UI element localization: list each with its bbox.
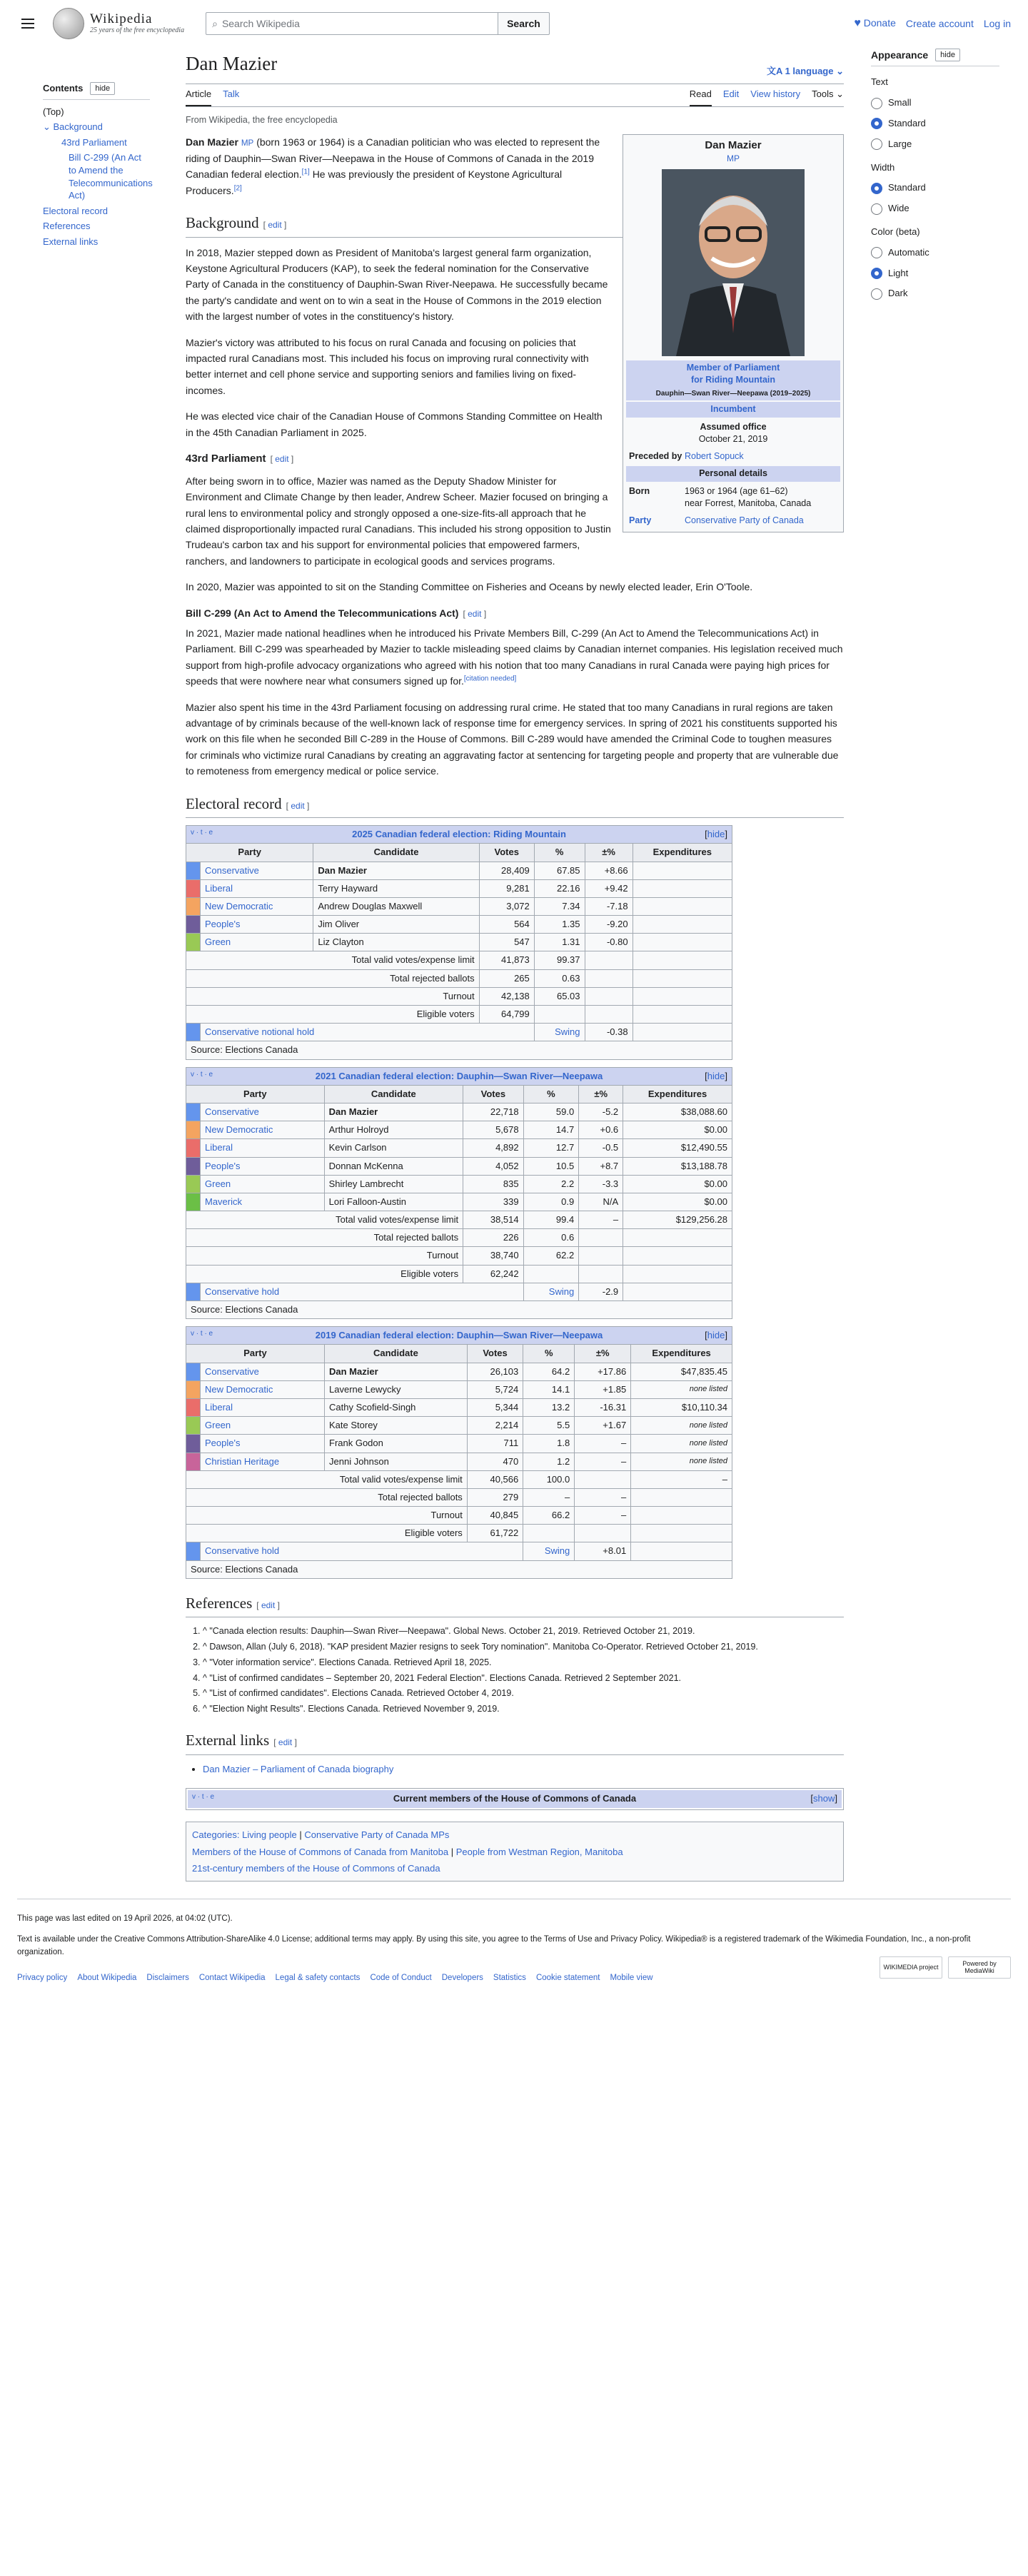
table-row: [186, 897, 732, 915]
candidate-name: Jim Oliver: [313, 916, 479, 934]
toc-hide-button[interactable]: hide: [90, 82, 115, 95]
tab-article[interactable]: Article: [186, 87, 211, 106]
party-link[interactable]: People's: [205, 1160, 241, 1171]
party-link[interactable]: New Democratic: [205, 1383, 273, 1395]
parl43-p1: After being sworn in to office, Mazier was named as the Deputy Shadow Minister for Environment and Climate Change by then leader, Andrew Scheer. Mazier focused on bringing a rural lens to environmental policy and strongly opposed a one-size-fits-all approach that he claimed disproportionally impacted rural Canadians. This included his strong opposition to Justin Trudeau's carbon tax and his support for environmental policies that empowered farmers, ranchers, and landowners to participate in ecological goods and services programs.: [186, 475, 611, 567]
vte-links[interactable]: v · t · e: [191, 1070, 213, 1079]
footer-link[interactable]: Disclaimers: [146, 1974, 189, 1983]
party-link[interactable]: New Democratic: [205, 900, 273, 911]
change-cell: -0.80: [585, 934, 633, 951]
reference-item: 2. ^ Dawson, Allan (July 6, 2018). "KAP president Mazier resigns to seek Tory nomination". Manitoba Co-Operator. Retrieved October 21, 2019.: [203, 1640, 844, 1654]
color-dark-radio[interactable]: Dark: [871, 286, 999, 301]
party-color-swatch: [186, 934, 201, 951]
appearance-title: Appearance: [871, 49, 929, 61]
change-cell: –: [575, 1435, 631, 1453]
party-link[interactable]: Green: [205, 1420, 231, 1431]
party-link[interactable]: Liberal: [205, 1142, 233, 1153]
from-wikipedia: From Wikipedia, the free encyclopedia: [186, 115, 338, 126]
color-automatic-radio[interactable]: Automatic: [871, 246, 999, 261]
percent-cell: 1.2: [523, 1453, 575, 1470]
expenditure-cell: $38,088.60: [623, 1103, 732, 1121]
candidate-name: Laverne Lewycky: [325, 1380, 468, 1398]
footer-link[interactable]: Contact Wikipedia: [198, 1974, 266, 1983]
party-color-swatch: [186, 1453, 201, 1470]
votes-cell: 4,892: [463, 1139, 524, 1157]
election-title: v · t · e 2019 Canadian federal election: Dauphin—Swan River—Neepawa [hide]: [186, 1327, 732, 1345]
hold-row: Conservative hold Swing +8.01: [186, 1542, 732, 1560]
search-input[interactable]: ⌕ Search Wikipedia: [206, 12, 498, 35]
edit-electoral-link[interactable]: edit: [291, 800, 305, 811]
votes-cell: 470: [467, 1453, 523, 1470]
party-link[interactable]: Conservative: [205, 1106, 259, 1117]
party-color-swatch: [186, 1435, 201, 1453]
percent-cell: 2.2: [523, 1175, 579, 1193]
percent-cell: 1.35: [534, 916, 585, 934]
percent-cell: 14.7: [523, 1121, 579, 1139]
expenditure-cell: none listed: [631, 1453, 732, 1470]
infobox-personal-header: Personal details: [626, 466, 840, 482]
table-row: [186, 1417, 732, 1435]
party-link[interactable]: Green: [205, 1178, 231, 1189]
votes-cell: 5,724: [467, 1380, 523, 1398]
heart-icon: ♥: [854, 17, 861, 29]
toc-item-top[interactable]: (Top): [43, 106, 64, 117]
search-button[interactable]: Search: [498, 12, 550, 35]
election-title: v · t · e 2025 Canadian federal election: Riding Mountain [hide]: [186, 826, 732, 844]
donate-link[interactable]: ♥ Donate: [854, 17, 896, 29]
table-row: [186, 1157, 732, 1175]
party-link[interactable]: People's: [205, 1438, 241, 1449]
footer-link[interactable]: Cookie statement: [535, 1974, 600, 1983]
globe-icon: [53, 8, 84, 39]
percent-cell: 64.2: [523, 1363, 575, 1380]
table-row: [186, 862, 732, 879]
table-header-row: Party Candidate Votes % ±% Expenditures: [186, 1345, 732, 1363]
totals-row: Turnout 42,138 65.03: [186, 987, 732, 1005]
change-cell: +1.67: [575, 1417, 631, 1435]
party-color-swatch: [186, 1398, 201, 1416]
party-link[interactable]: Green: [205, 936, 231, 948]
page-title: Dan Mazier: [186, 53, 278, 74]
candidate-name: Kevin Carlson: [324, 1139, 463, 1157]
main-menu-button[interactable]: [17, 13, 39, 34]
change-cell: +17.86: [575, 1363, 631, 1380]
footer-link[interactable]: Privacy policy: [17, 1974, 68, 1983]
infobox-born-value: 1963 or 1964 (age 61–62) near Forrest, Manitoba, Canada: [685, 485, 812, 509]
votes-cell: 2,214: [467, 1417, 523, 1435]
votes-cell: 9,281: [479, 879, 534, 897]
votes-cell: 711: [467, 1435, 523, 1453]
category-link[interactable]: Living people: [242, 1829, 297, 1841]
party-color-swatch: [186, 897, 201, 915]
footer-link[interactable]: Code of Conduct: [370, 1974, 432, 1983]
expenditure-cell: $10,110.34: [631, 1398, 732, 1416]
hold-link[interactable]: Conservative hold: [205, 1545, 280, 1557]
width-wide-radio[interactable]: Wide: [871, 201, 999, 216]
category-link[interactable]: Conservative Party of Canada MPs: [304, 1829, 450, 1841]
background-p1: In 2018, Mazier stepped down as President of Manitoba's largest general farm organization, Keystone Agricultural Producers (KAP), to seek the federal nomination for the Conservative Party of Canada in the constituency of Dauphin-Swan River-Neepawa. He successfully became the party's candidate and went on to win a seat in the House of Commons in the 2019 election with the largest number of votes in the constituency's history.: [186, 246, 608, 323]
party-link[interactable]: New Democratic: [205, 1124, 273, 1136]
percent-cell: 67.85: [534, 862, 585, 879]
portrait-photo: [662, 169, 805, 356]
infobox-party-link[interactable]: Conservative Party of Canada: [685, 515, 804, 525]
totals-row: Total valid votes/expense limit 40,566 100.0 –: [186, 1470, 732, 1488]
infobox-assumed-value: October 21, 2019: [698, 434, 768, 445]
parl43-heading: 43rd Parliament: [186, 452, 266, 465]
expenditure-cell: $0.00: [623, 1193, 732, 1211]
table-of-contents: [43, 81, 153, 1882]
width-standard-radio[interactable]: Standard: [871, 181, 999, 196]
change-cell: -5.2: [579, 1103, 623, 1121]
swing-link[interactable]: Swing: [548, 1286, 575, 1297]
infobox-preceded-label: Preceded by: [629, 450, 682, 461]
swing-link[interactable]: Swing: [544, 1545, 570, 1557]
candidate-name: Dan Mazier: [325, 1363, 468, 1380]
tab-read[interactable]: Read: [690, 87, 712, 106]
election-title: v · t · e 2021 Canadian federal election: Dauphin—Swan River—Neepawa [hide]: [186, 1067, 732, 1085]
party-color-swatch: [186, 1363, 201, 1380]
expenditure-cell: $0.00: [623, 1121, 732, 1139]
change-cell: +9.42: [585, 879, 633, 897]
party-color-swatch: [186, 862, 201, 879]
toc-item-bill[interactable]: Bill C-299 (An Act to Amend the Telecommunications Act): [69, 152, 153, 201]
change-cell: -16.31: [575, 1398, 631, 1416]
totals-row: Eligible voters 61,722: [186, 1525, 732, 1542]
appearance-hide-button[interactable]: hide: [935, 49, 960, 61]
width-label: Width: [871, 161, 895, 173]
candidate-name: Lori Falloon-Austin: [324, 1193, 463, 1211]
navbox: v · t · e Current members of the House of Commons of Canada [show]: [186, 1788, 844, 1810]
totals-row: Total rejected ballots 279 – –: [186, 1488, 732, 1506]
site-header: [0, 0, 1028, 47]
votes-cell: 4,052: [463, 1157, 524, 1175]
electoral-heading: Electoral record: [186, 794, 282, 812]
chevron-down-icon: ⌄: [43, 121, 54, 133]
party-color-swatch: [186, 1121, 201, 1139]
toc-item-external[interactable]: External links: [43, 236, 99, 247]
vte-links[interactable]: v · t · e: [191, 1330, 213, 1338]
candidate-name: Donnan McKenna: [324, 1157, 463, 1175]
expenditure-cell: [633, 916, 732, 934]
edit-parl43-link[interactable]: edit: [275, 453, 289, 464]
candidate-name: Shirley Lambrecht: [324, 1175, 463, 1193]
table-row: [186, 1435, 732, 1453]
infobox-party-label: Party: [629, 515, 652, 525]
percent-cell: 0.9: [523, 1193, 579, 1211]
votes-cell: 28,409: [479, 862, 534, 879]
totals-row: Eligible voters 64,799: [186, 1006, 732, 1024]
election-table: [186, 1067, 732, 1320]
source-line: Source: Elections Canada: [186, 1301, 732, 1319]
table-row: [186, 1103, 732, 1121]
background-heading: Background: [186, 214, 259, 232]
footer-link[interactable]: Developers: [441, 1974, 483, 1983]
party-color-swatch: [186, 879, 201, 897]
expenditure-cell: none listed: [631, 1435, 732, 1453]
source-line: Source: Elections Canada: [186, 1560, 732, 1578]
votes-cell: 26,103: [467, 1363, 523, 1380]
percent-cell: 12.7: [523, 1139, 579, 1157]
page-footer: [17, 1899, 1011, 1985]
percent-cell: 59.0: [523, 1103, 579, 1121]
percent-cell: 5.5: [523, 1417, 575, 1435]
search-icon: ⌕: [212, 17, 218, 29]
election-table: [186, 825, 732, 1059]
percent-cell: 22.16: [534, 879, 585, 897]
candidate-name: Terry Hayward: [313, 879, 479, 897]
candidate-name: Dan Mazier: [313, 862, 479, 879]
votes-cell: 3,072: [479, 897, 534, 915]
infobox-office-link[interactable]: Member of Parliament: [686, 362, 780, 373]
category-link[interactable]: Members of the House of Commons of Canada from Manitoba: [192, 1846, 449, 1857]
candidate-name: Liz Clayton: [313, 934, 479, 951]
percent-cell: 10.5: [523, 1157, 579, 1175]
toc-item-electoral[interactable]: Electoral record: [43, 205, 109, 216]
party-link[interactable]: Maverick: [205, 1196, 243, 1207]
expenditure-cell: [633, 879, 732, 897]
toc-item-references[interactable]: References: [43, 221, 91, 232]
change-cell: –: [575, 1453, 631, 1470]
party-color-swatch: [186, 916, 201, 934]
toc-item-43rd[interactable]: 43rd Parliament: [61, 136, 127, 148]
totals-row: Total rejected ballots 226 0.6: [186, 1229, 732, 1247]
candidate-name: Dan Mazier: [324, 1103, 463, 1121]
change-cell: +0.6: [579, 1121, 623, 1139]
infobox-born-label: Born: [629, 485, 650, 496]
party-link[interactable]: Christian Heritage: [205, 1455, 280, 1467]
wikimedia-badge[interactable]: WIKIMEDIA project: [880, 1956, 942, 1979]
text-small-radio[interactable]: Small: [871, 96, 999, 111]
change-cell: -7.18: [585, 897, 633, 915]
totals-row: Eligible voters 62,242: [186, 1265, 732, 1283]
totals-row: Total valid votes/expense limit 38,514 99.4 – $129,256.28: [186, 1211, 732, 1229]
reference-item: 6. ^ "Election Night Results". Elections Canada. Retrieved November 9, 2019.: [203, 1702, 844, 1716]
expenditure-cell: $12,490.55: [623, 1139, 732, 1157]
tab-tools[interactable]: Tools ⌄: [812, 89, 844, 100]
color-light-radio[interactable]: Light: [871, 266, 999, 281]
table-row: [186, 1175, 732, 1193]
table-row: [186, 1139, 732, 1157]
party-color-swatch: [186, 1139, 201, 1157]
change-cell: N/A: [579, 1193, 623, 1211]
hold-row: Conservative notional hold Swing -0.38: [186, 1024, 732, 1041]
votes-cell: 5,678: [463, 1121, 524, 1139]
references-heading: References: [186, 1594, 253, 1612]
table-hide-button[interactable]: hide: [707, 1070, 725, 1081]
bill-p2: Mazier also spent his time in the 43rd Parliament focusing on addressing rural crime. He stated that too many Canadians in rural regions are taken advantage of by criminals because of the well-known lack of response time for emergency services. In spring of 2021 his constituents supported his work on this file when he seconded Bill C-289 in the House of Commons. Bill C-289 would have amended the Criminal Code to toughen measures for criminals who victimize rural Canadians by creating an aggravating factor at sentencing for targeting people and property that are vulnerable due to remoteness from emergency medical or police service.: [186, 701, 839, 777]
background-p2: Mazier's victory was attributed to his focus on rural Canada and focusing on policies that impacted rural Canadians most. This included his focus on improving rural connectivity with better internet and cell phone service and supporting seniors and families living on fixed-incomes.: [186, 336, 589, 396]
hold-link[interactable]: Conservative hold: [205, 1286, 280, 1297]
candidate-name: Arthur Holroyd: [324, 1121, 463, 1139]
totals-row: Total valid votes/expense limit 41,873 99.37: [186, 951, 732, 969]
percent-cell: 7.34: [534, 897, 585, 915]
infobox-previous-riding: Dauphin—Swan River—Neepawa (2019–2025): [655, 389, 811, 398]
candidate-name: Frank Godon: [325, 1435, 468, 1453]
expenditure-cell: $47,835.45: [631, 1363, 732, 1380]
candidate-name: Cathy Scofield-Singh: [325, 1398, 468, 1416]
expenditure-cell: none listed: [631, 1380, 732, 1398]
hold-link[interactable]: Conservative notional hold: [205, 1026, 315, 1038]
change-cell: -3.3: [579, 1175, 623, 1193]
bill-heading: Bill C-299 (An Act to Amend the Telecommunications Act): [186, 607, 459, 619]
party-color-swatch: [186, 1380, 201, 1398]
infobox-mp-link[interactable]: MP: [727, 153, 740, 164]
tab-history[interactable]: View history: [750, 89, 801, 100]
text-standard-radio[interactable]: Standard: [871, 116, 999, 131]
votes-cell: 5,344: [467, 1398, 523, 1416]
change-cell: +8.7: [579, 1157, 623, 1175]
table-row: [186, 1398, 732, 1416]
table-header-row: Party Candidate Votes % ±% Expenditures: [186, 1085, 732, 1103]
candidate-name: Andrew Douglas Maxwell: [313, 897, 479, 915]
reference-item: 3. ^ "Voter information service". Elections Canada. Retrieved April 18, 2025.: [203, 1656, 844, 1670]
party-link[interactable]: Conservative: [205, 864, 259, 876]
edit-background-link[interactable]: edit: [268, 220, 282, 231]
totals-row: Turnout 40,845 66.2 –: [186, 1507, 732, 1525]
party-link[interactable]: Liberal: [205, 882, 233, 894]
infobox-riding-link[interactable]: for Riding Mountain: [690, 375, 776, 385]
mediawiki-badge[interactable]: Powered by MediaWiki: [948, 1956, 1011, 1979]
vte-links[interactable]: v · t · e: [191, 829, 213, 837]
percent-cell: 1.31: [534, 934, 585, 951]
color-label: Color (beta): [871, 226, 920, 237]
category-link[interactable]: People from Westman Region, Manitoba: [455, 1846, 623, 1857]
hold-row: Conservative hold Swing -2.9: [186, 1283, 732, 1300]
party-color-swatch: [186, 1157, 201, 1175]
party-link[interactable]: People's: [205, 919, 241, 930]
last-edited: This page was last edited on 19 April 2026, at 04:02 (UTC).: [17, 1914, 233, 1924]
background-p3: He was elected vice chair of the Canadian House of Commons Standing Committee on Health in the 45th Canadian Parliament in 2025.: [186, 410, 603, 438]
expenditure-cell: $13,188.78: [623, 1157, 732, 1175]
site-name: Wikipedia: [90, 11, 153, 26]
tab-talk[interactable]: Talk: [223, 89, 240, 100]
parliament-bio-link[interactable]: Dan Mazier – Parliament of Canada biography: [203, 1763, 394, 1774]
change-cell: +1.85: [575, 1380, 631, 1398]
votes-cell: 22,718: [463, 1103, 524, 1121]
table-row: [186, 1363, 732, 1380]
language-button[interactable]: 文A 1 language ⌄: [767, 66, 844, 77]
login-link[interactable]: Log in: [983, 17, 1011, 29]
expenditure-cell: [633, 934, 732, 951]
license-text: Text is available under the Creative Commons Attribution-ShareAlike 4.0 License; additional terms may apply. By using this site, you agree to the Terms of Use and Privacy Policy. Wikipedia® is a registered trademark of the Wikimedia Foundation, Inc., a non-profit organization.: [17, 1934, 971, 1957]
election-tables: [186, 825, 844, 1579]
create-account-link[interactable]: Create account: [905, 17, 974, 29]
table-row: [186, 879, 732, 897]
party-color-swatch: [186, 1417, 201, 1435]
categories-box: Categories: Living people | Conservative Party of Canada MPs Members of the House of Commons of Canada from Manitoba | People from Westman Region, Manitoba 21st-century members of the House of Commons of Canada: [186, 1822, 844, 1882]
party-link[interactable]: Conservative: [205, 1365, 259, 1377]
party-color-swatch: [186, 1103, 201, 1121]
infobox-assumed-label: Assumed office: [700, 421, 767, 432]
votes-cell: 835: [463, 1175, 524, 1193]
category-link[interactable]: 21st-century members of the House of Commons of Canada: [192, 1862, 440, 1874]
expenditure-cell: [633, 897, 732, 915]
table-row: [186, 1380, 732, 1398]
appearance-panel: [871, 47, 999, 1882]
citation-needed-link[interactable]: [citation needed]: [463, 675, 517, 683]
infobox: [623, 134, 844, 532]
navbox-show-button[interactable]: show: [813, 1793, 835, 1804]
toc-title: Contents: [43, 83, 84, 94]
infobox-preceded-link[interactable]: Robert Sopuck: [685, 450, 744, 461]
edit-external-link[interactable]: edit: [278, 1737, 293, 1747]
parl43-p2: In 2020, Mazier was appointed to sit on the Standing Committee on Fisheries and Oceans by newly elected leader, Erin O'Toole.: [186, 581, 753, 593]
expenditure-cell: none listed: [631, 1417, 732, 1435]
infobox-name: Dan Mazier: [705, 139, 762, 152]
percent-cell: 1.8: [523, 1435, 575, 1453]
footer-link[interactable]: Mobile view: [610, 1974, 653, 1983]
categories-label[interactable]: Categories:: [192, 1829, 240, 1841]
tab-edit[interactable]: Edit: [722, 89, 740, 100]
source-line: Source: Elections Canada: [186, 1041, 732, 1059]
change-cell: -9.20: [585, 916, 633, 934]
footer-link[interactable]: Statistics: [493, 1974, 526, 1983]
votes-cell: 547: [479, 934, 534, 951]
navbox-title: Current members of the House of Commons of Canada: [393, 1793, 637, 1804]
text-size-label: Text: [871, 76, 888, 88]
references-list: [186, 1625, 844, 1716]
swing-link[interactable]: Swing: [555, 1026, 580, 1038]
table-row: [186, 916, 732, 934]
wikipedia-logo[interactable]: [53, 8, 184, 39]
footer-link[interactable]: About Wikipedia: [77, 1974, 137, 1983]
totals-row: Turnout 38,740 62.2: [186, 1247, 732, 1265]
table-header-row: Party Candidate Votes % ±% Expenditures: [186, 844, 732, 862]
reference-item: 1. ^ "Canada election results: Dauphin—Swan River—Neepawa". Global News. October 21, 2019. Retrieved October 21, 2019.: [203, 1625, 844, 1638]
table-row: [186, 1193, 732, 1211]
expenditure-cell: $0.00: [623, 1175, 732, 1193]
percent-cell: 14.1: [523, 1380, 575, 1398]
percent-cell: 13.2: [523, 1398, 575, 1416]
candidate-name: Kate Storey: [325, 1417, 468, 1435]
table-hide-button[interactable]: hide: [707, 829, 725, 840]
table-hide-button[interactable]: hide: [707, 1330, 725, 1341]
search-form: [206, 12, 550, 35]
text-large-radio[interactable]: Large: [871, 137, 999, 152]
party-link[interactable]: Liberal: [205, 1401, 233, 1413]
footer-link[interactable]: Legal & safety contacts: [275, 1974, 361, 1983]
reference-item: 5. ^ "List of confirmed candidates". Elections Canada. Retrieved October 4, 2019.: [203, 1687, 844, 1700]
change-cell: +8.66: [585, 862, 633, 879]
candidate-name: Jenni Johnson: [325, 1453, 468, 1470]
votes-cell: 564: [479, 916, 534, 934]
infobox-incumbent: Incumbent: [626, 402, 840, 418]
navbox-vte[interactable]: v · t · e: [192, 1793, 215, 1802]
table-row: [186, 934, 732, 951]
table-row: [186, 1453, 732, 1470]
intro-paragraph: Dan Mazier MP (born 1963 or 1964) is a Canadian politician who was elected to represent the riding of Dauphin—Swan River—Neepawa in the House of Commons of Canada in the 2019 Canadian federal election.[1] He was previously the president of Keystone Agricultural Producers.[2]: [186, 136, 600, 196]
party-color-swatch: [186, 1193, 201, 1211]
edit-bill-link[interactable]: edit: [468, 608, 482, 619]
election-table: [186, 1326, 732, 1579]
toc-item-background[interactable]: ⌄ Background: [43, 121, 103, 133]
bill-p1: In 2021, Mazier made national headlines when he introduced his Private Members Bill, C-299 (An Act to Amend the Telecommunications Act) in Parliament. Bill C-299 was spearheaded by Mazier to tackle misleading speed claims by Canadian internet companies. His legislation received much support from high-profile advocacy organizations who agreed with his notion that too many Canadians in rural Canada were paying high prices for speeds that were nowhere near what consumers signed up for.[citation needed]: [186, 627, 843, 687]
votes-cell: 339: [463, 1193, 524, 1211]
main-content: Dan Mazier 文A 1 language ⌄ Article Talk Read Edit View history Tools ⌄ From Wikipedia, the free encyclopedia Dan Mazier MP Member of Parliament for Riding Mountain Dauphin—Swan River—Neepawa (2019–2025) Incumbent Assumed office October 21, 2019 Preceded by Robert Sopuck Personal details Born 1963 or 1964 (age 61–62) near Forrest, Manitoba, Canada Party Conservative Party of Canada Dan Mazier MP (born 1963 or 1964) is a Canadian politician who was elected to represent the riding of Dauphin—Swan River—Neepawa in the House of Commons of Canada in the 2019 Canadian federal election.[1] He was previously the president of Keystone Agricultural Producers.[2] Background [ edit ] In 2018, Mazier stepped down as President of Manitoba's largest general farm organization, Keystone Agricultural Producers (KAP), to seek the federal nomination for the Conservative Party of Canada in the constituency of Dauphin-Swan River-Neepawa. He successfully became the party's candidate and went on to win a seat in the House of Commons in the 2019 election with the largest number of votes in the constituency's history. Mazier's victory was attributed to his focus on rural Canada and focusing on policies that impacted rural Canadians most. This included his focus on improving rural connectivity with better internet and cell phone service and supporting seniors and families living on fixed-incomes. He was elected vice chair of the Canadian House of Commons Standing Committee on Health in the 45th Canadian Parliament in 2025. 43rd Parliament [ edit ] After being sworn in to office, Mazier was named as the Deputy Shadow Minister for Environment and Climate Change by then leader, Andrew Scheer. Mazier focused on bringing a rural lens to environmental policy and strongly opposed a one-size-fits-all approach that he claimed disproportionally impacted rural Canadians. This included his strong opposition to Justin Trudeau's carbon tax and his support for environmental policies that empowered farmers, ranchers, and landowners to participate in ecological goods and services programs. In 2020, Mazier was appointed to sit on the Standing Committee on Fisheries and Oceans by newly elected leader, Erin O'Toole. Bill C-299 (An Act to Amend the Telecommunications Act) [ edit ] In 2021, Mazier made national headlines when he introduced his Private Members Bill, C-299 (An Act to Amend the Telecommunications Act) in Parliament. Bill C-299 was spearheaded by Mazier to tackle misleading speed claims by Canadian internet companies. His legislation received much support from high-profile advocacy organizations who agreed with his notion that too many Canadians in rural Canada were paying high prices for speeds that were nowhere near what consumers signed up for.[citation needed] Mazier also spent his time in the 43rd Parliament focusing on addressing rural crime. He stated that too many Canadians in rural regions are taken advantage of by criminals because of the well-known lack of response time for emergency services. In spring of 2021 his constituents supported his work on this file when he seconded Bill C-289 in the House of Commons. Bill C-289 would have amended the Criminal Code to toughen measures for criminals who victimize rural Canadians by creating an aggravating factor at sentencing for targeting people and property that are vulnerable due to remoteness from emergency medical or police service. Electoral record [ edit ] v · t · e 2025 Canadian federal election: Riding Mountain [hide] Party Candidate Votes % ±% Expenditures Conservative Dan Mazier 28,409 67.85 +8.66 Liberal Terry Hayward 9,281 22.16 +9.42 New Democratic Andrew Douglas Maxwell 3,072 7.34 -7.18 People's Jim Oliver 564 1.35 -9.20 Green Liz Clayton 547 1.31 -0.80 Total valid votes/expense limit 41,873 99.37 Total rejected ballots 265 0.63 Turnout 42,138 65.03 Eligible voters 64,799 Conservative notional hold Swing -0.38 Source: Elections Canada v · t · e 2021 Canadian federal election: Dauphin—Swan River—Neepawa [hide] Party Candidate Votes % ±% Expenditures Conservative Dan Mazier 22,718 59.0 -5.2 $38,088.60 New Democratic Arthur Holroyd 5,678 14.7 +0.6 $0.00 Liberal Kevin Carlson 4,892 12.7 -0.5 $12,490.55 People's Donnan McKenna 4,052 10.5 +8.7 $13,188.78 Green Shirley Lambrecht 835 2.2 -3.3 $0.00 Maverick Lori Falloon-Austin 339 0.9 N/A $0.00 Total valid votes/expense limit 38,514 99.4 – $129,256.28 Total rejected ballots 226 0.6 Turnout 38,740 62.2 Eligible voters 62,242 Conservative hold Swing -2.9 Source: Elections Canada v · t · e 2019 Canadian federal election: Dauphin—Swan River—Neepawa [hide] Party Candidate Votes % ±% Expenditures Conservative Dan Mazier 26,103 64.2 +17.86 $47,835.45 New Democratic Laverne Lewycky 5,724 14.1 +1.85 none listed Liberal Cathy Scofield-Singh 5,344 13.2 -16.31 $10,110.34 Green Kate Storey 2,214 5.5 +1.67 none listed People's Frank Godon 711 1.8 – none listed Christian Heritage Jenni Johnson 470 1.2 – none listed Total valid votes/expense limit 40,566 100.0 – Total rejected ballots 279 – – Turnout 40,845 66.2 – Eligible voters 61,722 Conservative hold Swing +8.01 Source: Elections Canada References [ edit ] 1. ^ "Canada election results: Dauphin—Swan River—Neepawa". Global News. October 21, 2019. Retrieved October 21, 2019. 2. ^ Dawson, Allan (July 6, 2018). "KAP president Mazier resigns to seek Tory nomination". Manitoba Co-Operator. Retrieved October 21, 2019. 3. ^ "Voter information service". Elections Canada. Retrieved April 18, 2025. 4. ^ "List of confirmed candidates – September 20, 2021 Federal Election". Elections Canada. Retrieved 2 September 2021. 5. ^ "List of confirmed candidates". Elections Canada. Retrieved October 4, 2019. 6. ^ "Election Night Results". Elections Canada. Retrieved November 9, 2019. External links [ edit ] • Dan Mazier – Parliament of Canada biography v · t · e Current members of the House of Commons of Canada [show] Categories: Living people | Conservative Party of Canada MPs Members of the House of Commons of Canada from Manitoba | People from Westman Region, Manitoba 21st-century members of the House of Commons of Canada: [186, 47, 844, 1882]
reference-item: 4. ^ "List of confirmed candidates – September 20, 2021 Federal Election". Elections Canada. Retrieved 2 September 2021.: [203, 1672, 844, 1685]
table-row: [186, 1121, 732, 1139]
party-color-swatch: [186, 1175, 201, 1193]
totals-row: Total rejected ballots 265 0.63: [186, 969, 732, 987]
expenditure-cell: [633, 862, 732, 879]
site-tagline: 25 years of the free encyclopedia: [90, 26, 185, 35]
edit-references-link[interactable]: edit: [261, 1600, 276, 1610]
external-heading: External links: [186, 1731, 270, 1749]
change-cell: -0.5: [579, 1139, 623, 1157]
